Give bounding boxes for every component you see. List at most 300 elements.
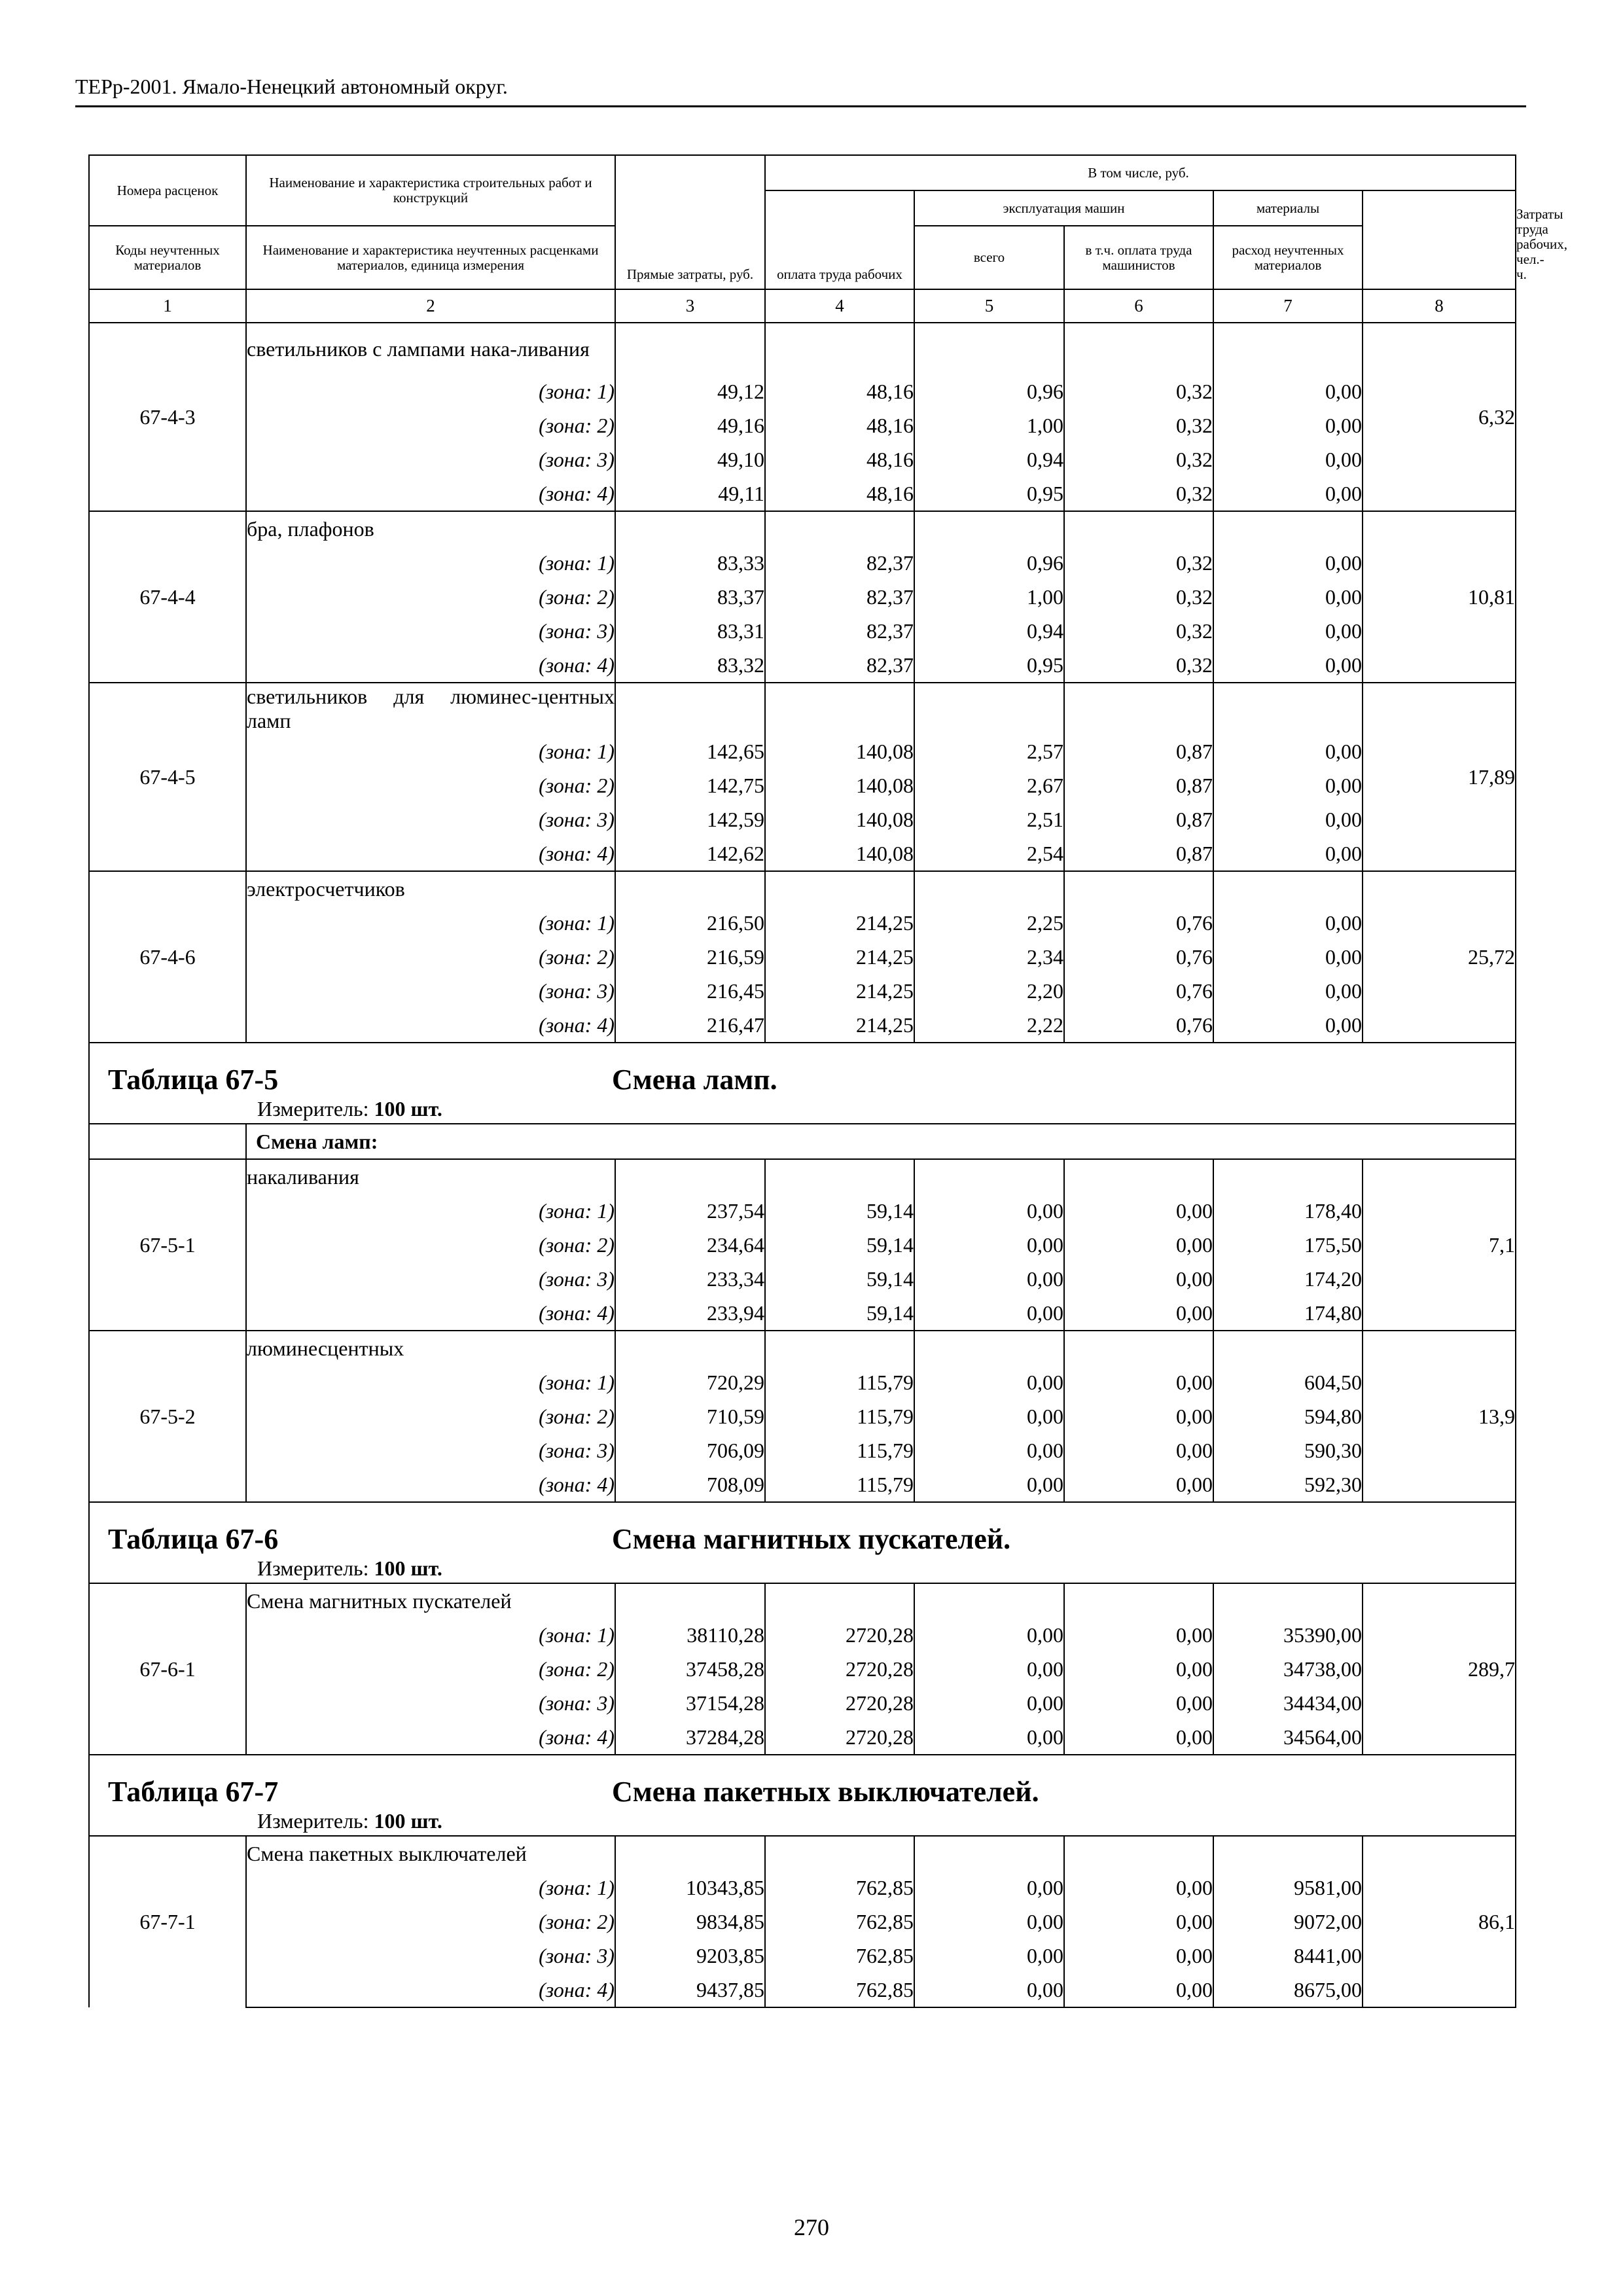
zone-row [89,768,1516,802]
empty-cell [1213,511,1363,546]
zone-label: (зона: 2) [246,1399,615,1433]
value-cell: 0,00 [1213,648,1363,683]
value-cell: 0,00 [914,1262,1064,1296]
rate-code: 67-4-4 [89,511,246,683]
col-group-materials: материалы [1213,190,1363,226]
value-cell: 142,59 [615,802,765,836]
value-cell: 0,00 [1213,734,1363,768]
col-group-including: В том числе, руб. [914,155,1363,190]
empty-cell [1064,871,1213,906]
empty-cell [615,1331,765,1365]
zone-row [89,1618,1516,1652]
value-cell: 0,76 [1064,974,1213,1008]
value-cell: 0,87 [1064,836,1213,871]
col-number: 7 [1213,289,1363,323]
zone-label: (зона: 4) [246,1467,615,1502]
value-cell: 2720,28 [765,1720,914,1755]
value-cell: 0,00 [1064,1871,1213,1905]
value-cell: 720,29 [615,1365,765,1399]
value-cell: 0,00 [1213,836,1363,871]
zone-label: (зона: 3) [246,1433,615,1467]
zone-row [89,1720,1516,1755]
zone-row [89,1871,1516,1905]
table-title-cell [89,1502,1516,1556]
value-cell: 59,14 [765,1296,914,1331]
zone-label: (зона: 4) [246,648,615,683]
value-cell: 2720,28 [765,1652,914,1686]
zone-row [89,940,1516,974]
empty-cell [1064,683,1213,734]
zone-label: (зона: 1) [246,1871,615,1905]
value-cell: 0,00 [1213,940,1363,974]
value-cell: 0,96 [914,374,1064,408]
labor-value: 17,89 [1363,683,1516,871]
value-cell: 1,00 [914,408,1064,442]
value-cell: 590,30 [1213,1433,1363,1467]
empty-cell [765,1159,914,1194]
value-cell: 0,00 [1064,1652,1213,1686]
zone-row [89,580,1516,614]
value-cell: 216,50 [615,906,765,940]
zone-label: (зона: 4) [246,476,615,511]
value-cell: 140,08 [765,768,914,802]
value-cell: 0,87 [1064,768,1213,802]
meter-row [89,1556,1516,1583]
value-cell: 2,34 [914,940,1064,974]
header-rule [75,105,1526,107]
table-title-row [89,1043,1516,1097]
value-cell: 0,00 [1064,1433,1213,1467]
rate-code: 67-5-1 [89,1159,246,1331]
zone-row [89,1686,1516,1720]
value-cell: 2,67 [914,768,1064,802]
value-cell: 49,12 [615,374,765,408]
value-cell: 0,00 [1213,802,1363,836]
empty-cell [615,683,765,734]
value-cell: 0,00 [1064,1467,1213,1502]
rate-item-row [89,1159,1516,1194]
zone-label: (зона: 3) [246,1939,615,1973]
rate-name: люминесцентных [246,1331,615,1365]
col-group-machines: эксплуатация машин [914,190,1213,226]
zone-row [89,476,1516,511]
rate-name: светильников с лампами нака-ливания [246,323,615,374]
col-number: 5 [914,289,1064,323]
value-cell: 594,80 [1213,1399,1363,1433]
rate-item-row [89,323,1516,374]
empty-cell [1064,1159,1213,1194]
col-number: 3 [615,289,765,323]
table-number: Таблица 67-5 [108,1064,279,1096]
zone-label: (зона: 2) [246,580,615,614]
value-cell: 142,62 [615,836,765,871]
col-machinist-pay: в т.ч. оплата труда машинистов [1064,226,1213,289]
value-cell: 0,00 [1213,768,1363,802]
value-cell: 49,10 [615,442,765,476]
zone-row [89,802,1516,836]
zone-label: (зона: 3) [246,802,615,836]
zone-row [89,1008,1516,1043]
value-cell: 216,45 [615,974,765,1008]
empty-cell [1213,1583,1363,1618]
empty-cell [615,1159,765,1194]
empty-cell [914,1159,1064,1194]
value-cell: 174,80 [1213,1296,1363,1331]
value-cell: 2720,28 [765,1618,914,1652]
col-material-consumption: расход неучтенных материалов [1213,226,1363,289]
zone-label: (зона: 2) [246,768,615,802]
zone-row [89,614,1516,648]
col-rate-numbers: Номера расценок [89,155,246,226]
zone-row [89,1296,1516,1331]
zone-label: (зона: 3) [246,614,615,648]
value-cell: 0,00 [1064,1720,1213,1755]
value-cell: 0,00 [1213,476,1363,511]
value-cell: 2,25 [914,906,1064,940]
zone-row [89,1399,1516,1433]
value-cell: 234,64 [615,1228,765,1262]
zone-label: (зона: 4) [246,1296,615,1331]
labor-value: 7,1 [1363,1159,1516,1331]
table-subject: Смена магнитных пускателей. [612,1523,1011,1555]
rate-name: Смена пакетных выключателей [246,1836,615,1871]
value-cell: 0,00 [914,1433,1064,1467]
value-cell: 0,87 [1064,802,1213,836]
zone-row [89,974,1516,1008]
value-cell: 0,00 [1064,1686,1213,1720]
value-cell: 140,08 [765,836,914,871]
value-cell: 0,00 [914,1365,1064,1399]
zone-label: (зона: 2) [246,1652,615,1686]
meter-label: Измеритель: [257,1809,369,1833]
value-cell: 0,76 [1064,906,1213,940]
value-cell: 140,08 [765,734,914,768]
value-cell: 115,79 [765,1365,914,1399]
zone-row [89,1262,1516,1296]
value-cell: 48,16 [765,374,914,408]
value-cell: 0,00 [914,1973,1064,2007]
value-cell: 140,08 [765,802,914,836]
value-cell: 762,85 [765,1973,914,2007]
rate-name: светильников для люминес-центных ламп [246,683,615,734]
rate-code: 67-5-2 [89,1331,246,1502]
zone-row [89,1905,1516,1939]
value-cell: 0,00 [1213,580,1363,614]
zone-row [89,836,1516,871]
value-cell: 0,95 [914,476,1064,511]
zone-row [89,1939,1516,1973]
value-cell: 49,11 [615,476,765,511]
value-cell: 0,00 [1213,614,1363,648]
meter-label: Измеритель: [257,1097,369,1121]
table-header: Номера расценок Наименование и характеристика строительных работ и конструкций Прямые затраты, руб. В том числе, руб. Затраты труда рабочих, чел.-ч. оплата труда рабочих эксплуатация машин материалы Коды неучтенных материалов Наименование и характеристика неучтенных расценками материалов, единица измерения всего в т.ч. оплата труда машинистов расход неучтенных материалов 1 2 3 4 5 6 7 8 [89,155,1516,323]
zone-label: (зона: 3) [246,974,615,1008]
zone-label: (зона: 4) [246,1008,615,1043]
empty-cell [1213,1836,1363,1871]
value-cell: 9072,00 [1213,1905,1363,1939]
col-work-name: Наименование и характеристика строительных работ и конструкций [246,155,615,226]
col-number: 4 [765,289,914,323]
value-cell: 0,00 [914,1686,1064,1720]
value-cell: 0,87 [1064,734,1213,768]
value-cell: 762,85 [765,1905,914,1939]
value-cell: 2,54 [914,836,1064,871]
zone-row [89,648,1516,683]
value-cell: 2720,28 [765,1686,914,1720]
rate-item-row [89,683,1516,734]
zone-label: (зона: 2) [246,1228,615,1262]
value-cell: 216,47 [615,1008,765,1043]
table-number: Таблица 67-7 [108,1776,279,1808]
empty-cell [1064,1836,1213,1871]
col-number: 2 [246,289,615,323]
value-cell: 0,00 [1064,1365,1213,1399]
zone-row [89,1652,1516,1686]
value-cell: 592,30 [1213,1467,1363,1502]
value-cell: 214,25 [765,906,914,940]
rate-item-row [89,871,1516,906]
value-cell: 59,14 [765,1194,914,1228]
table-title-row [89,1755,1516,1809]
zone-row [89,546,1516,580]
price-table [88,154,1568,2008]
value-cell: 2,20 [914,974,1064,1008]
zone-label: (зона: 1) [246,1618,615,1652]
empty-cell [1213,1331,1363,1365]
empty-cell [1213,1159,1363,1194]
value-cell: 214,25 [765,940,914,974]
col-material-name: Наименование и характеристика неучтенных расценками материалов, единица измерения [246,226,615,289]
value-cell: 0,00 [1064,1905,1213,1939]
value-cell: 174,20 [1213,1262,1363,1296]
zone-row [89,906,1516,940]
value-cell: 0,00 [1064,1973,1213,2007]
value-cell: 9581,00 [1213,1871,1363,1905]
empty-cell [765,1836,914,1871]
empty-cell [1213,871,1363,906]
value-cell: 2,51 [914,802,1064,836]
value-cell: 0,00 [1213,1008,1363,1043]
value-cell: 0,32 [1064,442,1213,476]
zone-label: (зона: 1) [246,734,615,768]
meter-cell [89,1556,1516,1583]
empty-cell [765,1583,914,1618]
table-subject: Смена ламп. [612,1064,777,1096]
value-cell: 0,00 [914,1720,1064,1755]
empty-cell [914,1331,1064,1365]
value-cell: 233,34 [615,1262,765,1296]
value-cell: 0,32 [1064,546,1213,580]
value-cell: 1,00 [914,580,1064,614]
empty-cell [914,511,1064,546]
meter-value: 100 шт. [374,1097,442,1121]
col-worker-pay: оплата труда рабочих [765,190,914,289]
empty-cell [765,683,914,734]
empty-cell [1064,1583,1213,1618]
value-cell: 9203,85 [615,1939,765,1973]
zone-label: (зона: 2) [246,1905,615,1939]
col-material-codes: Коды неучтенных материалов [89,226,246,289]
rate-code: 67-6-1 [89,1583,246,1755]
value-cell: 0,00 [1213,546,1363,580]
rate-code: 67-4-6 [89,871,246,1043]
empty-cell [765,323,914,374]
value-cell: 0,94 [914,614,1064,648]
value-cell: 10343,85 [615,1871,765,1905]
value-cell: 37458,28 [615,1652,765,1686]
value-cell: 83,33 [615,546,765,580]
value-cell: 0,00 [1064,1939,1213,1973]
value-cell: 178,40 [1213,1194,1363,1228]
value-cell: 0,00 [1064,1618,1213,1652]
value-cell: 59,14 [765,1228,914,1262]
group-title [246,1124,1516,1159]
zone-label: (зона: 4) [246,836,615,871]
value-cell: 34738,00 [1213,1652,1363,1686]
col-number: 8 [1363,289,1516,323]
meter-row [89,1809,1516,1836]
zone-label: (зона: 1) [246,546,615,580]
zone-label: (зона: 3) [246,1686,615,1720]
zone-row [89,1228,1516,1262]
page-number: 270 [794,2214,829,2240]
empty-cell [914,871,1064,906]
meter-cell [89,1809,1516,1836]
value-cell: 0,00 [1213,374,1363,408]
value-cell: 233,94 [615,1296,765,1331]
value-cell: 214,25 [765,974,914,1008]
group-label: Смена ламп: [256,1129,378,1153]
value-cell: 2,22 [914,1008,1064,1043]
labor-value: 10,81 [1363,511,1516,683]
value-cell: 710,59 [615,1399,765,1433]
empty-cell [615,1836,765,1871]
value-cell: 0,00 [1064,1296,1213,1331]
value-cell: 142,65 [615,734,765,768]
value-cell: 0,32 [1064,374,1213,408]
value-cell: 8675,00 [1213,1973,1363,2007]
table-title-cell [89,1043,1516,1097]
empty-cell [914,1583,1064,1618]
value-cell: 34564,00 [1213,1720,1363,1755]
value-cell: 9437,85 [615,1973,765,2007]
value-cell: 0,00 [914,1399,1064,1433]
value-cell: 0,96 [914,546,1064,580]
value-cell: 49,16 [615,408,765,442]
value-cell: 0,00 [1213,906,1363,940]
zone-label: (зона: 1) [246,374,615,408]
value-cell: 48,16 [765,476,914,511]
value-cell: 0,00 [914,1905,1064,1939]
value-cell: 35390,00 [1213,1618,1363,1652]
value-cell: 0,00 [1213,408,1363,442]
value-cell: 762,85 [765,1939,914,1973]
value-cell: 0,94 [914,442,1064,476]
value-cell: 59,14 [765,1262,914,1296]
empty-cell [1064,1331,1213,1365]
value-cell: 115,79 [765,1467,914,1502]
empty-cell [914,323,1064,374]
value-cell: 0,95 [914,648,1064,683]
value-cell: 0,00 [1213,442,1363,476]
value-cell: 0,76 [1064,1008,1213,1043]
empty-cell [914,683,1064,734]
zone-label: (зона: 1) [246,1365,615,1399]
rate-code: 67-7-1 [89,1836,246,2007]
value-cell: 115,79 [765,1399,914,1433]
value-cell: 0,00 [914,1652,1064,1686]
value-cell: 0,76 [1064,940,1213,974]
empty-cell [765,511,914,546]
zone-label: (зона: 1) [246,906,615,940]
zone-row [89,1467,1516,1502]
meter-value: 100 шт. [374,1556,442,1580]
empty-cell [615,511,765,546]
meter-value: 100 шт. [374,1809,442,1833]
col-number: 1 [89,289,246,323]
zone-row [89,1973,1516,2007]
value-cell: 38110,28 [615,1618,765,1652]
table-title-row [89,1502,1516,1556]
group-row [89,1124,1516,1159]
value-cell: 0,00 [1213,974,1363,1008]
value-cell: 237,54 [615,1194,765,1228]
rate-item-row [89,1836,1516,1871]
meter-label: Измеритель: [257,1556,369,1580]
value-cell: 2,57 [914,734,1064,768]
value-cell: 0,32 [1064,614,1213,648]
zone-label: (зона: 2) [246,408,615,442]
empty-cell [1064,511,1213,546]
value-cell: 762,85 [765,1871,914,1905]
rate-item-row [89,1583,1516,1618]
value-cell: 83,31 [615,614,765,648]
empty-cell [1213,323,1363,374]
zone-label: (зона: 3) [246,1262,615,1296]
rate-code: 67-4-5 [89,683,246,871]
value-cell: 83,37 [615,580,765,614]
empty-cell [89,1124,246,1159]
value-cell: 604,50 [1213,1365,1363,1399]
value-cell: 142,75 [615,768,765,802]
value-cell: 48,16 [765,442,914,476]
value-cell: 708,09 [615,1467,765,1502]
value-cell: 216,59 [615,940,765,974]
value-cell: 82,37 [765,546,914,580]
rate-name: накаливания [246,1159,615,1194]
empty-cell [765,1331,914,1365]
value-cell: 0,32 [1064,408,1213,442]
table-subject: Смена пакетных выключателей. [612,1776,1039,1808]
col-machines-total: всего [914,226,1064,289]
zone-row [89,734,1516,768]
value-cell: 37284,28 [615,1720,765,1755]
value-cell: 37154,28 [615,1686,765,1720]
table-title-cell [89,1755,1516,1809]
value-cell: 0,00 [914,1194,1064,1228]
rate-code: 67-4-3 [89,323,246,511]
labor-value: 25,72 [1363,871,1516,1043]
empty-cell [1064,323,1213,374]
value-cell: 175,50 [1213,1228,1363,1262]
value-cell: 0,00 [914,1467,1064,1502]
zone-row [89,1194,1516,1228]
zone-label: (зона: 4) [246,1973,615,2007]
value-cell: 8441,00 [1213,1939,1363,1973]
table-number: Таблица 67-6 [108,1523,279,1555]
rate-name: Смена магнитных пускателей [246,1583,615,1618]
value-cell: 706,09 [615,1433,765,1467]
